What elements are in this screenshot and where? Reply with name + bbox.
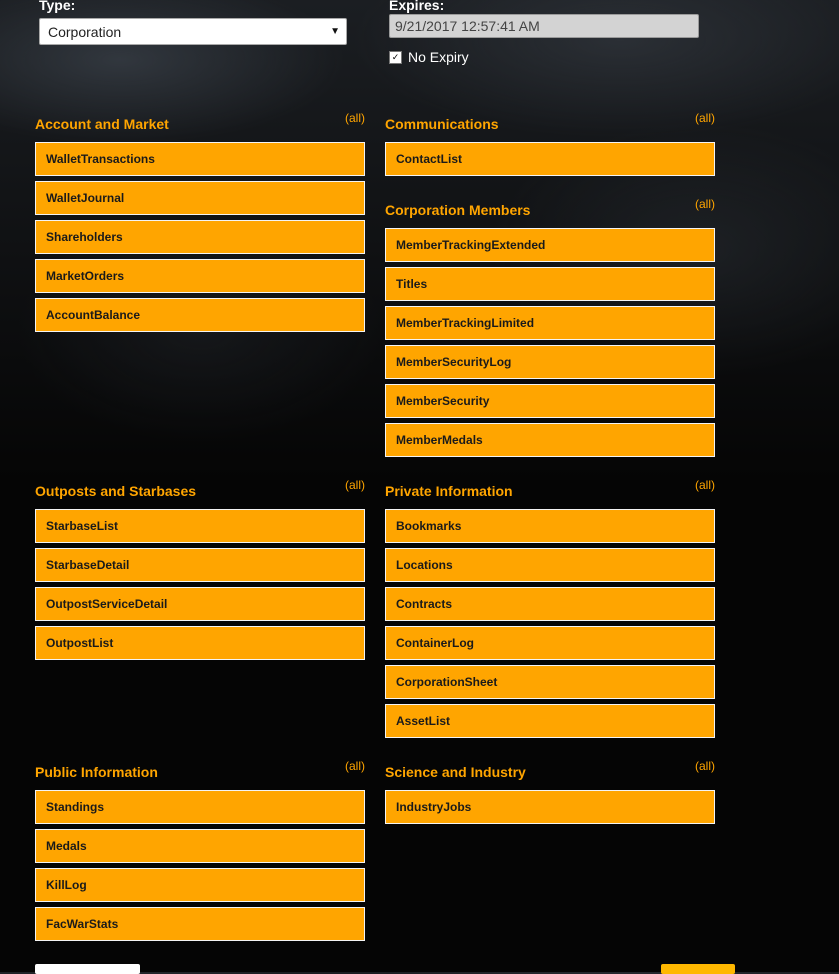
- access-item[interactable]: Shareholders: [35, 220, 365, 254]
- section-title: Outposts and Starbases: [35, 483, 197, 499]
- select-all-link[interactable]: (all): [695, 197, 715, 211]
- no-expiry-toggle[interactable]: [389, 49, 469, 65]
- access-item[interactable]: Medals: [35, 829, 365, 863]
- section-public-information: [35, 759, 365, 946]
- item-list: [385, 228, 715, 457]
- access-item[interactable]: CorporationSheet: [385, 665, 715, 699]
- access-item[interactable]: ContactList: [385, 142, 715, 176]
- item-list: [385, 509, 715, 738]
- section-outposts-starbases: [35, 478, 365, 665]
- section-title: Private Information: [385, 483, 513, 499]
- access-item[interactable]: AccountBalance: [35, 298, 365, 332]
- section-title: Communications: [385, 116, 499, 132]
- section-title: Account and Market: [35, 116, 169, 132]
- no-expiry-label: No Expiry: [408, 49, 469, 65]
- access-item[interactable]: WalletJournal: [35, 181, 365, 215]
- access-item[interactable]: MemberSecurity: [385, 384, 715, 418]
- access-item[interactable]: Standings: [35, 790, 365, 824]
- access-item[interactable]: Locations: [385, 548, 715, 582]
- access-item[interactable]: StarbaseList: [35, 509, 365, 543]
- access-item[interactable]: AssetList: [385, 704, 715, 738]
- access-item[interactable]: Bookmarks: [385, 509, 715, 543]
- access-item[interactable]: Titles: [385, 267, 715, 301]
- section-corporation-members: [385, 197, 715, 462]
- access-item[interactable]: WalletTransactions: [35, 142, 365, 176]
- type-select-value: Corporation: [48, 24, 122, 40]
- access-item[interactable]: FacWarStats: [35, 907, 365, 941]
- select-all-link[interactable]: (all): [695, 478, 715, 492]
- section-title: Science and Industry: [385, 764, 526, 780]
- submit-button[interactable]: [661, 964, 735, 974]
- access-item[interactable]: MemberMedals: [385, 423, 715, 457]
- access-item[interactable]: KillLog: [35, 868, 365, 902]
- expires-label: Expires:: [389, 0, 445, 13]
- access-item[interactable]: OutpostServiceDetail: [35, 587, 365, 621]
- item-list: [35, 509, 365, 660]
- no-expiry-checkbox[interactable]: ✓: [389, 51, 402, 64]
- select-all-link[interactable]: (all): [695, 111, 715, 125]
- section-title: Corporation Members: [385, 202, 531, 218]
- chevron-down-icon: ▼: [330, 26, 340, 37]
- select-all-link[interactable]: (all): [695, 759, 715, 773]
- section-title: Public Information: [35, 764, 158, 780]
- access-item[interactable]: ContainerLog: [385, 626, 715, 660]
- access-item[interactable]: MemberTrackingExtended: [385, 228, 715, 262]
- cancel-button[interactable]: [35, 964, 140, 974]
- section-science-industry: [385, 759, 715, 829]
- select-all-link[interactable]: (all): [345, 111, 365, 125]
- access-item[interactable]: MemberSecurityLog: [385, 345, 715, 379]
- access-item[interactable]: MarketOrders: [35, 259, 365, 293]
- section-communications: [385, 111, 715, 181]
- access-item[interactable]: IndustryJobs: [385, 790, 715, 824]
- select-all-link[interactable]: (all): [345, 759, 365, 773]
- select-all-link[interactable]: (all): [345, 478, 365, 492]
- item-list: [35, 142, 365, 332]
- expires-input[interactable]: 9/21/2017 12:57:41 AM: [389, 14, 699, 38]
- section-account-market: [35, 111, 365, 337]
- item-list: [35, 790, 365, 941]
- access-item[interactable]: StarbaseDetail: [35, 548, 365, 582]
- item-list: [385, 790, 715, 824]
- type-select[interactable]: [39, 18, 347, 45]
- access-item[interactable]: MemberTrackingLimited: [385, 306, 715, 340]
- access-item[interactable]: OutpostList: [35, 626, 365, 660]
- section-private-information: [385, 478, 715, 743]
- type-label: Type:: [39, 0, 76, 13]
- access-item[interactable]: Contracts: [385, 587, 715, 621]
- item-list: [385, 142, 715, 176]
